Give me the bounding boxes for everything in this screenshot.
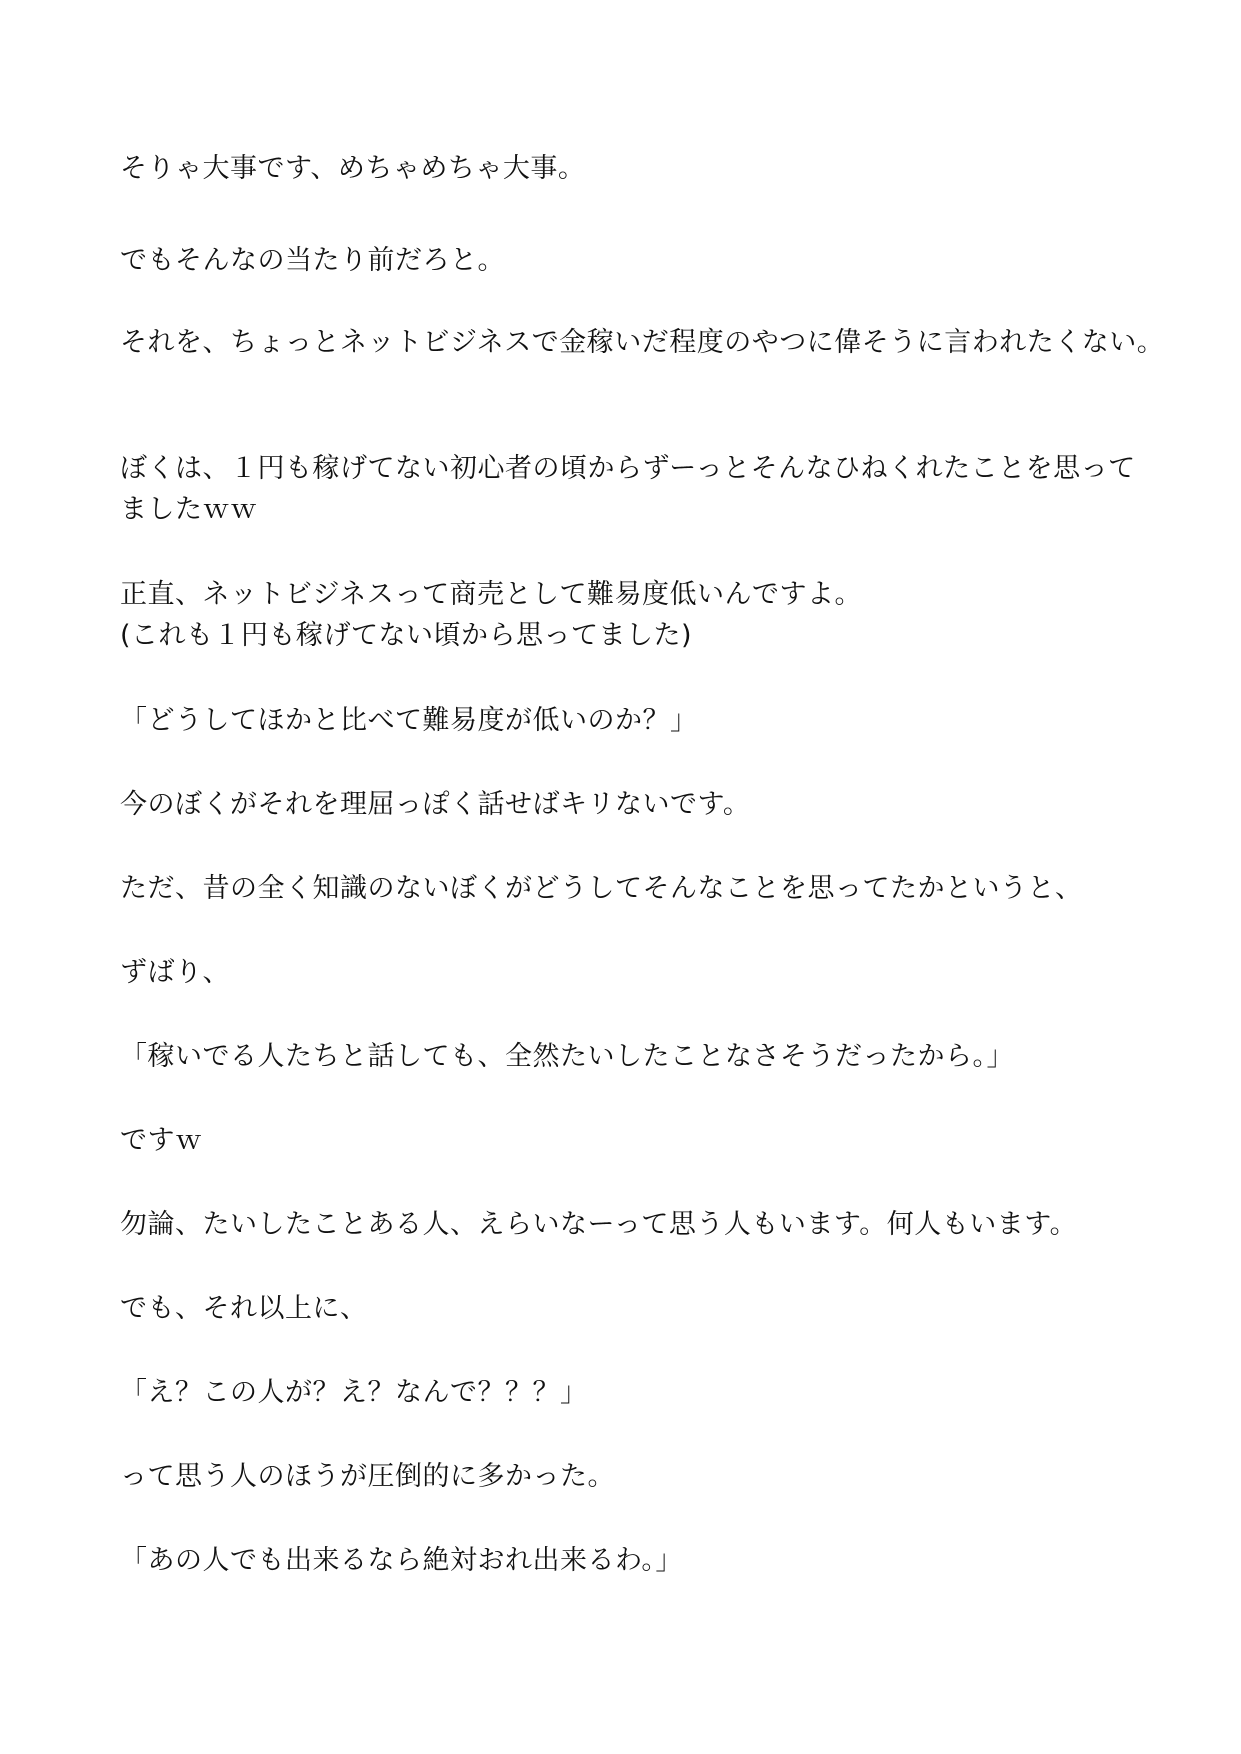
- text-line: ただ、昔の全く知識のないぼくがどうしてそんなことを思ってたかというと、: [120, 873, 1083, 904]
- paragraph-11: [120, 1120, 1130, 1161]
- paragraph-3: [120, 322, 1165, 363]
- text-line: 「どうしてほかと比べて難易度が低いのか？」: [120, 705, 698, 736]
- text-line: (これも１円も稼げてない頃から思ってました): [120, 620, 693, 651]
- paragraph-9: [120, 952, 1130, 993]
- text-line: 正直、ネットビジネスって商売として難易度低いんですよ。: [120, 579, 862, 610]
- text-line: ましたｗｗ: [120, 494, 258, 525]
- text-line: ずばり、: [120, 957, 230, 988]
- paragraph-6: [120, 700, 1130, 741]
- paragraph-1: [120, 148, 1130, 189]
- text-line: でもそんなの当たり前だろと。: [120, 245, 505, 276]
- text-line: って思う人のほうが圧倒的に多かった。: [120, 1461, 615, 1492]
- text-line: 「稼いでる人たちと話しても、全然たいしたことなさそうだったから。」: [120, 1041, 1014, 1072]
- text-line: 「え？この人が？え？なんで？？？」: [120, 1377, 588, 1408]
- paragraph-12: [120, 1204, 1130, 1245]
- paragraph-13: [120, 1288, 1130, 1329]
- paragraph-8: [120, 868, 1130, 909]
- paragraph-4: [120, 448, 1136, 530]
- text-line: でも、それ以上に、: [120, 1293, 368, 1324]
- text-line: 今のぼくがそれを理屈っぽく話せばキリないです。: [120, 789, 751, 820]
- text-line: 勿論、たいしたことある人、えらいなーって思う人もいます。何人もいます。: [120, 1209, 1078, 1240]
- paragraph-5: [120, 574, 1130, 656]
- text-line: 「あの人でも出来るなら絶対おれ出来るわ。」: [120, 1545, 683, 1576]
- paragraph-10: [120, 1036, 1130, 1077]
- text-line: そりゃ大事です、めちゃめちゃ大事。: [120, 153, 586, 184]
- paragraph-14: [120, 1372, 1130, 1413]
- paragraph-7: [120, 784, 1130, 825]
- text-line: ぼくは、１円も稼げてない初心者の頃からずーっとそんなひねくれたことを思って: [120, 453, 1136, 484]
- paragraph-16: [120, 1540, 1130, 1581]
- text-line: ですｗ: [120, 1125, 203, 1156]
- paragraph-15: [120, 1456, 1130, 1497]
- text-line: それを、ちょっとネットビジネスで金稼いだ程度のやつに偉そうに言われたくない。: [120, 327, 1165, 358]
- paragraph-2: [120, 240, 1130, 281]
